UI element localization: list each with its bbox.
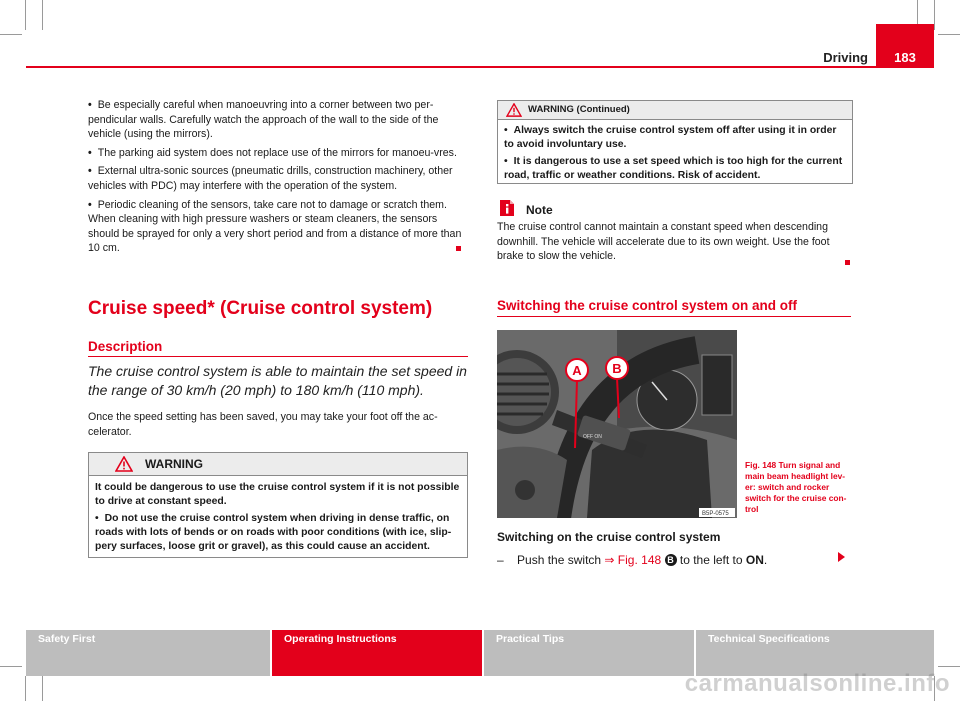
left-bullet-list [88, 98, 464, 260]
warning-body [498, 120, 852, 188]
step-keyword: ON [745, 553, 764, 567]
section-heading: Switching the cruise control system on and off [497, 298, 798, 313]
crop-mark [0, 666, 22, 667]
callout-badge-b: B [665, 554, 677, 566]
warning-bullet: It is dangerous to use a set speed which is too high for the current road, traffic or weather conditions. Risk of accident. [504, 156, 843, 181]
footer-tab-label: Practical Tips [496, 633, 565, 645]
body-paragraph: Once the speed setting has been saved, you may take your foot off the ac-celerator. [88, 411, 438, 438]
list-item: • Be especially careful when manoeuvring into a corner between two per-pendicular walls. Carefully watch the approach of the wall to the side of the vehicle (using the mirrors). [88, 99, 439, 141]
crop-mark [938, 666, 960, 667]
list-item: • Always switch the cruise control system off after using it in order to avoid involuntary use. [504, 125, 837, 150]
crop-mark [25, 0, 26, 30]
footer-tab-operating-instructions[interactable] [272, 630, 482, 676]
callout-label-b: B [612, 361, 622, 376]
footer-tab-label: Technical Specifications [708, 633, 830, 645]
note-info-icon [498, 198, 516, 218]
procedure-heading: Switching on the cruise control system [497, 530, 721, 544]
warning-text: It could be dangerous to use the cruise control system if it is not possible to drive at constant speed. [95, 482, 460, 507]
note-title: Note [526, 203, 553, 217]
step-text: Push the switch [517, 553, 602, 567]
list-item: • The parking aid system does not replace use of the mirrors for manoeu-vres. [88, 146, 457, 159]
warning-box [88, 452, 468, 558]
figure-code: B5P-0575 [702, 511, 729, 517]
figure-image [497, 330, 737, 518]
warning-triangle-icon [115, 456, 133, 472]
crop-mark [938, 34, 960, 35]
crop-mark [934, 0, 935, 30]
step-dash: – [497, 553, 504, 567]
step-end: . [763, 553, 768, 567]
step-text: to the left to [679, 553, 743, 567]
crop-mark [42, 676, 43, 701]
crop-mark [42, 0, 43, 30]
warning-body [89, 476, 467, 559]
list-item: • External ultra-sonic sources (pneumatic drills, construction machinery, other vehicles with PDC) may interfere with the operation of the system. [88, 165, 453, 192]
list-item: • It is dangerous to use a set speed which is too high for the current road, traffic or weather conditions. Risk of accident. [504, 156, 843, 181]
warning-header [89, 453, 467, 476]
end-marker [845, 260, 850, 265]
page-number: 183 [894, 50, 916, 65]
watermark: carmanualsonline.info [684, 670, 950, 697]
header-rule [26, 66, 934, 68]
list-item: • Do not use the cruise control system when driving in dense traffic, on roads with lots of bends or on roads with poor conditions (with ice, slip-pery surfaces, loose grit or gravel), as this could cause an accident. [95, 513, 452, 552]
figure-caption: Fig. 148 Turn signal and main beam headlight lev-er: switch and rocker switch for the cruise con-trol [745, 460, 847, 514]
footer-tab-label: Safety First [38, 633, 96, 645]
turn-signal-lever-illustration [497, 330, 737, 518]
lead-paragraph: The cruise control system is able to maintain the set speed in the range of 30 km/h (20 mph) to 180 km/h (110 mph). [88, 363, 467, 398]
figure-reference-link[interactable]: ⇒ Fig. 148 [604, 553, 662, 567]
note-text: The cruise control cannot maintain a constant speed when descending downhill. The vehicle will accelerate due to its own weight. Use the foot brake to slow the vehicle. [497, 221, 830, 263]
crop-mark [0, 34, 22, 35]
warning-title: WARNING [145, 457, 203, 471]
warning-triangle-icon [506, 103, 522, 117]
callout-label-a: A [572, 363, 582, 378]
footer-tab-label: Operating Instructions [284, 633, 397, 645]
warning-bullet: Do not use the cruise control system when driving in dense traffic, on roads with lots of bends or on roads with poor conditions (with ice, slip-pery surfaces, loose grit or gravel), as this could cause an accident. [95, 513, 452, 552]
section-heading: Cruise speed* (Cruise control system) [88, 298, 433, 319]
subheading-rule [88, 356, 468, 357]
subheading: Description [88, 339, 163, 354]
svg-text:OFF ON: OFF ON [583, 434, 602, 440]
section-heading-rule [497, 316, 851, 317]
footer-tab-safety-first[interactable] [26, 630, 270, 676]
list-item: • Periodic cleaning of the sensors, take care not to damage or scratch them. When cleaning with high pressure washers or steam cleaners, the sensors should be sprayed for only a very short period and from a distance of more than 10 cm. [88, 198, 462, 255]
bullet-text: Be especially careful when manoeuvring into a corner between two per-pendicular walls. Carefully watch the approach of the wall to the side of the vehicle (using the mirrors). [88, 99, 439, 141]
bullet-text: External ultra-sonic sources (pneumatic drills, construction machinery, other vehicles with PDC) may interfere with the operation of the system. [88, 165, 453, 192]
warning-continued-box [497, 100, 853, 184]
bullet-text: Periodic cleaning of the sensors, take care not to damage or scratch them. When cleaning with high pressure washers or steam cleaners, the sensors should be sprayed for only a very short period and from a distance of more than 10 cm. [88, 198, 462, 255]
end-marker [456, 246, 461, 251]
bullet-text: The parking aid system does not replace use of the mirrors for manoeu-vres. [97, 146, 457, 159]
warning-title: WARNING (Continued) [528, 104, 630, 115]
procedure-step [497, 553, 767, 567]
continue-arrow-icon [838, 552, 845, 562]
crop-mark [25, 676, 26, 701]
section-title: Driving [823, 50, 868, 65]
warning-bullet: Always switch the cruise control system off after using it in order to avoid involuntary use. [504, 125, 837, 150]
warning-header [498, 101, 852, 120]
